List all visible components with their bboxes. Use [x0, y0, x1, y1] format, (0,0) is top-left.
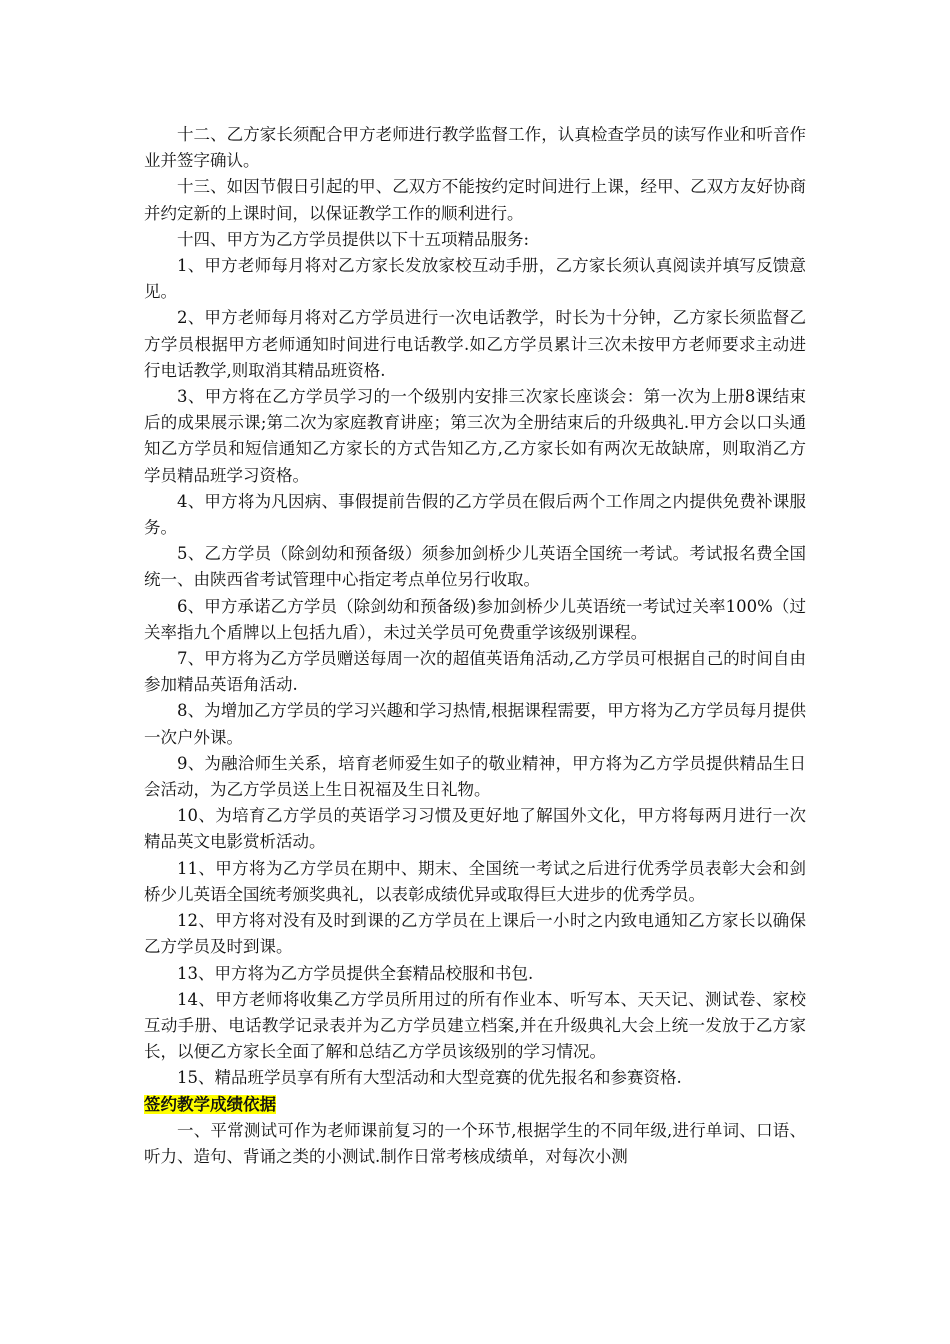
- paragraph-14: 十四、甲方为乙方学员提供以下十五项精品服务:: [177, 229, 530, 249]
- service-item-5: 5、乙方学员（除剑幼和预备级）须参加剑桥少儿英语全国统一考试。考试报名费全国统一、由陕西省考试管理中心指定考点单位另行收取。: [144, 544, 806, 590]
- grading-paragraph-1: 一、平常测试可作为老师课前复习的一个环节,根据学生的不同年级,进行单词、口语、听力、造句、背诵之类的小测试.制作日常考核成绩单，对每次小测: [144, 1120, 806, 1166]
- section-heading: [144, 1092, 806, 1118]
- document-body: [144, 122, 806, 1170]
- service-item-12: 12、甲方将对没有及时到课的乙方学员在上课后一小时之内致电通知乙方家长以确保乙方学员及时到课。: [144, 911, 806, 957]
- service-item-9: 9、为融洽师生关系，培育老师爱生如子的敬业精神，甲方将为乙方学员提供精品生日会活动，为乙方学员送上生日祝福及生日礼物。: [144, 753, 806, 800]
- paragraph-13: 十三、如因节假日引起的甲、乙双方不能按约定时间进行上课，经甲、乙双方友好协商并约定新的上课时间，以保证教学工作的顺利进行。: [144, 177, 806, 223]
- service-item-4: 4、甲方将为凡因病、事假提前告假的乙方学员在假后两个工作周之内提供免费补课服务。: [144, 491, 806, 538]
- service-item-11: 11、甲方将为乙方学员在期中、期末、全国统一考试之后进行优秀学员表彰大会和剑桥少儿英语全国统考颁奖典礼，以表彰成绩优异或取得巨大进步的优秀学员。: [144, 858, 806, 904]
- service-item-15: 15、精品班学员享有所有大型活动和大型竞赛的优先报名和参赛资格.: [177, 1068, 682, 1088]
- service-item-13: 13、甲方将为乙方学员提供全套精品校服和书包.: [177, 963, 534, 983]
- service-item-8: 8、为增加乙方学员的学习兴趣和学习热情,根据课程需要，甲方将为乙方学员每月提供一次户外课。: [144, 701, 806, 747]
- paragraph-12: 十二、乙方家长须配合甲方老师进行教学监督工作，认真检查学员的读写作业和听音作业并签字确认。: [144, 125, 806, 171]
- service-item-7: 7、甲方将为乙方学员赠送每周一次的超值英语角活动,乙方学员可根据自己的时间自由参加精品英语角活动.: [144, 649, 806, 695]
- section-heading-text: 签约教学成绩依据: [144, 1094, 276, 1114]
- service-item-3: 3、甲方将在乙方学员学习的一个级别内安排三次家长座谈会：第一次为上册8课结束后的成果展示课;第二次为家庭教育讲座；第三次为全册结束后的升级典礼.甲方会以口头通知乙方学员和短信通知乙方家长的方式告知乙方,乙方家长如有两次无故缺席，则取消乙方学员精品班学习资格。: [144, 387, 806, 485]
- service-item-2: 2、甲方老师每月将对乙方学员进行一次电话教学，时长为十分钟，乙方家长须监督乙方学员根据甲方老师通知时间进行电话教学.如乙方学员累计三次未按甲方老师要求主动进行电话教学,则取消其精品班资格.: [144, 308, 806, 380]
- service-item-10: 10、为培育乙方学员的英语学习习惯及更好地了解国外文化，甲方将每两月进行一次精品英文电影赏析活动。: [144, 806, 806, 852]
- service-item-1: 1、甲方老师每月将对乙方家长发放家校互动手册，乙方家长须认真阅读并填写反馈意见。: [144, 256, 806, 302]
- service-item-6: 6、甲方承诺乙方学员（除剑幼和预备级)参加剑桥少儿英语统一考试过关率100%（过关率指九个盾牌以上包括九盾），未过关学员可免费重学该级别课程。: [144, 596, 806, 642]
- service-item-14: 14、甲方老师将收集乙方学员所用过的所有作业本、听写本、天天记、测试卷、家校互动手册、电话教学记录表并为乙方学员建立档案,并在升级典礼大会上统一发放于乙方家长，以便乙方家长全面了解和总结乙方学员该级别的学习情况。: [144, 989, 806, 1062]
